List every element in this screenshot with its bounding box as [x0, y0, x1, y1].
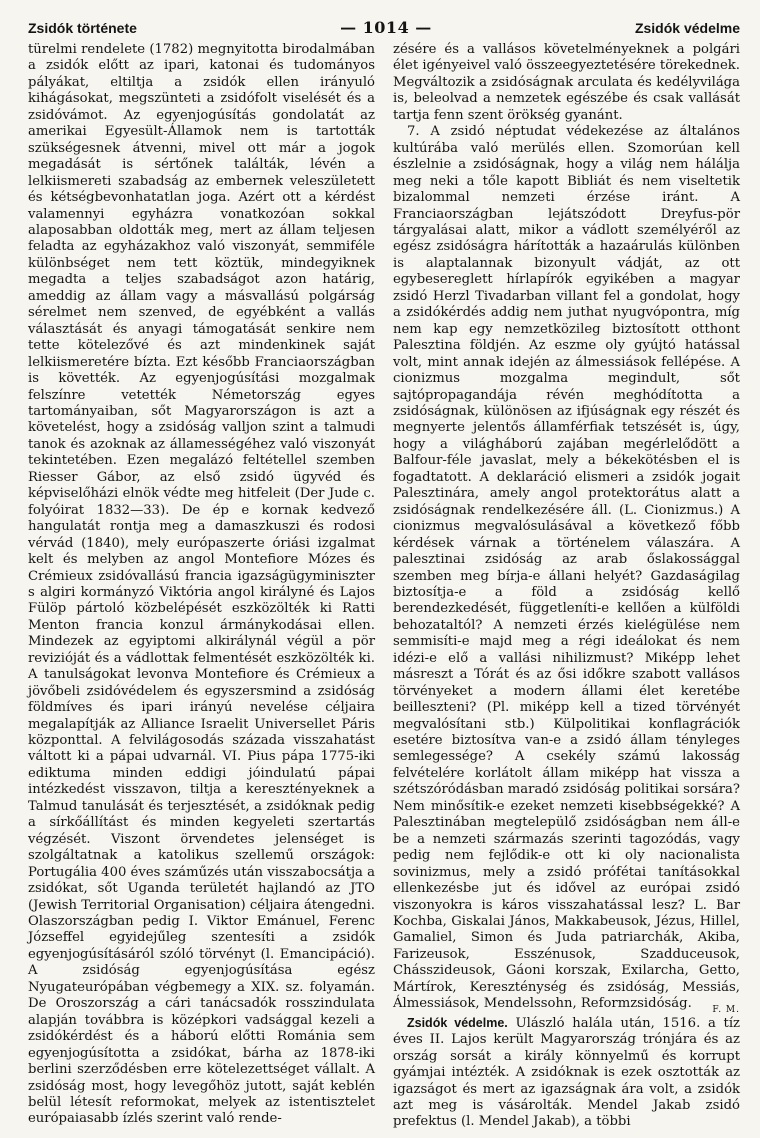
entry-headword: Zsidók védelme.	[407, 1015, 508, 1030]
right-column-continuation: zésére és a vallásos követelményeknek a polgári élet igényeivel való összeegyeztetésére törekednek. Megváltozik a zsidóságnak arculata és kedélyvilága is, beleolvad a nemzetek egészébe és csak vallását tartja fenn szent örökség gyanánt.	[393, 42, 740, 123]
header-left-title: Zsidók története	[28, 20, 137, 36]
left-column	[28, 42, 375, 1131]
text-columns	[28, 42, 740, 1131]
entry-zsidok-vedelme	[393, 1015, 740, 1131]
header-right-title: Zsidók védelme	[634, 20, 740, 36]
page-number: — 1014 —	[340, 18, 432, 37]
running-header	[28, 18, 740, 40]
left-column-text: türelmi rendelete (1782) megnyitotta birodalmában a zsidók előtt az ipari, katonai és tudományos pályákat, eltiltja a zsidók ellen irányuló kihágásokat, megszünteti a zsidófolt viselését és a zsidóvámot. Az egyenjogúsítás gondolatát az amerikai Egyesült-Államok nem is tartották szükségesnek átvenni, mivel ott már a jogok megadását is sértőnek találták, lévén a lelkiismereti szabadság az embernek veleszületett és kétségbevonhatatlan joga. Azért ott a kérdést valamennyi egyházra vonatkozóan sokkal alaposabban oldották meg, mert az állam teljesen feladta az egyházakhoz való viszonyát, semmiféle különbséget nem tett köztük, mindegyiknek megadta a teljes szabadságot azon határig, ameddig az állam vagy a másvallású polgárság sérelmet nem szenved, de egyébként a vallás választását és anyagi támogatását senkire nem tette kötelezővé és azt mindenkinek saját lelkiismeretére bízta. Ezt később Franciaországban is követték. Az egyenjogúsítási mozgalmak felszínre vetették Németország egyes tartományaiban, sőt Magyarországon is azt a követelést, hogy a zsidóság valljon szint a talmudi tanok és azoknak az államességéhez való viszonyát tekintetében. Ezen megalázó feltétellel szemben Riesser Gábor, az első zsidó ügyvéd és képviselőházi elnök védte meg hitfeleit (Der Jude c. folyóirat 1832—33). De ép e kornak kedvező hangulatát rontja meg a damaszkuszi és rodosi vérvád (1840), mely európaszerte óriási izgalmat kelt és melyben az angol Montefiore Mózes és Crémieux zsidóvallású francia igazságügyminiszter s algiri kormányzó Viktória angol királyné és Lajos Fülöp pártoló közbelépését eszközölték ki Ratti Menton francia konzul ármánykodásai ellen. Mindezek az egyiptomi alkirálynál végül a pör revizióját és a vádlottak felmentését eszközölték ki. A tanulságokat levonva Montefiore és Crémieux a jövőbeli zsidóvédelem és egyszersmind a zsidóság földmíves és ipari irányú nevelése céljaira megalapítják az Alliance Israelit Universellet Páris központtal. A felvilágosodás százada visszahatást váltott ki a pápai udvarnál. VI. Pius pápa 1775-iki ediktuma minden eddigi jóindulatú pápai intézkedést visszavon, tiltja a keresztényeknek a Talmud tanulását és terjesztését, a zsidóknak pedig a sírkőállítást és minden kegyeleti szertartás végzését. Viszont örvendetes jelenséget is szolgáltatnak a katolikus szellemű országok: Portugália 400 éves száműzés után visszabocsátja a zsidókat, sőt Uganda területét hajlandó az JTO (Jewish Territorial Organisation) céljaira átengedni. Olaszországban pedig I. Viktor Emánuel, Ferenc Józseffel egyidejűleg szentesíti a zsidók egyenjogúsításáról szóló törvényt (l. Emancipáció). A zsidóság egyenjogúsítása egész Nyugateurópában végbemegy a XIX. sz. folyamán. De Oroszország a cári tanácsadók rosszindulata alapján továbbra is középkori vadsággal kezeli a zsidókérdést és a háború előtti Románia sem egyenjogúsította a zsidókat, bárha az 1878-iki berlini szerződésben erre kötelezettséget vállalt. A zsidóság most, hogy levegőhöz jutott, saját keblén belül létesít reformokat, melyek az istentisztelet európaiasabb ízlés szerint való rende-	[28, 42, 375, 1127]
section-7-text: 7. A zsidó néptudat védekezése az általános kultúrába való merülés ellen. Szomorúan kell észlelnie a zsidóságnak, hogy a világ nem hálálja meg neki a tőle kapott Bibliát és nem viseltetik bizalommal nemzeti érzése iránt. A Franciaországban lejátszódott Dreyfus-pör tárgyalásai alatt, mikor a vádlott személyéről az egész zsidóságra hárították a hazaárulás különben is alaptalannak bizonyult vádját, az ott egybesereglett hírlapírók egyikében a magyar zsidó Herzl Tivadarban villant fel a gondolat, hogy a zsidókérdés addig nem juthat nyugvópontra, míg nem kap egy nemzetközileg biztosított otthont Palesztina földjén. Az eszme oly gyújtó hatással volt, mint annak idején az álmessiások fellépése. A cionizmus mozgalma megindult, sőt sajtópropagandája révén meghódította a zsidóságnak, különösen az ifjúságnak egy részét és megnyerte jelentős államférfiak tetszését is, úgy, hogy a világháború zajában megérlelődött a Balfour-féle javaslat, mely a békekötésben el is fogadtatott. A deklaráció elismeri a zsidók jogait Palesztinára, amely angol protektorátus alatt a zsidóságnak rendelkezésére áll. (L. Cionizmus.) A cionizmus megvalósulásával a következő főbb kérdések várnak a történelem válaszára. A palesztinai zsidóság az arab őslakossággal szemben meg bírja-e állani helyét? Gazdaságilag biztosítja-e a föld a zsidóság kellő berendezkedését, függetleníti-e kellően a külföldi behozataltól? A nemzeti érzés kielégülése nem semmisíti-e majd meg a régi ideálokat és nem idézi-e elő a vallási nihilizmust? Miképp lehet másreszt a Tórát és az ősi időkre szabott vallásos törvényeket a modern állami élet keretébe beilleszteni? (Pl. miképp kell a tized törvényét megvalósítani stb.) Külpolitikai konflagrációk esetére biztosítva van-e a zsidó állam tényleges semlegessége? A csekély számú lakosság felvételére korlátolt állam miképp hat vissza a szétszóródásban maradó zsidóság politikai sorsára? Nem minősítik-e ezeket nemzeti kisebbségekké? A Palesztinában megtelepülő zsidóságban nem áll-e be a nemzeti származás szerinti tagozódás, vagy pedig nem fejlődik-e ott ki oly nacionalista sovinizmus, mely a zsidó prófétai tanításokkal ellenkezésbe jut és idővel az európai zsidó viszonyokra is káros visszahatással lesz? L. Bar Kochba, Giskalai János, Makkabeusok, Jézus, Hillel, Gamaliel, Simon és Juda patriarchák, Akiba, Farizeusok, Esszénusok, Szadduceusok, Chásszideusok, Gáoni korszak, Exilarcha, Getto, Mártírok, Kereszténység és zsidóság, Messiás, Álmessiások, Mendelssohn, Reformzsidóság.	[393, 124, 740, 1012]
author-signature: F. M.	[712, 1004, 740, 1015]
right-column	[393, 42, 740, 1131]
entry-text: Ulászló halála után, 1516. a tíz éves II. Lajos került Magyarország trónjára és az ország sorsát a király könnyelmű és korrupt gyámjai intézték. A zsidóknak is ezek osztották az igazságot és mert az igazságnak ára volt, a zsidók azt meg is vásárolták. Mendel Jakab zsidó prefektus (l. Mendel Jakab), a többi	[393, 1015, 740, 1130]
